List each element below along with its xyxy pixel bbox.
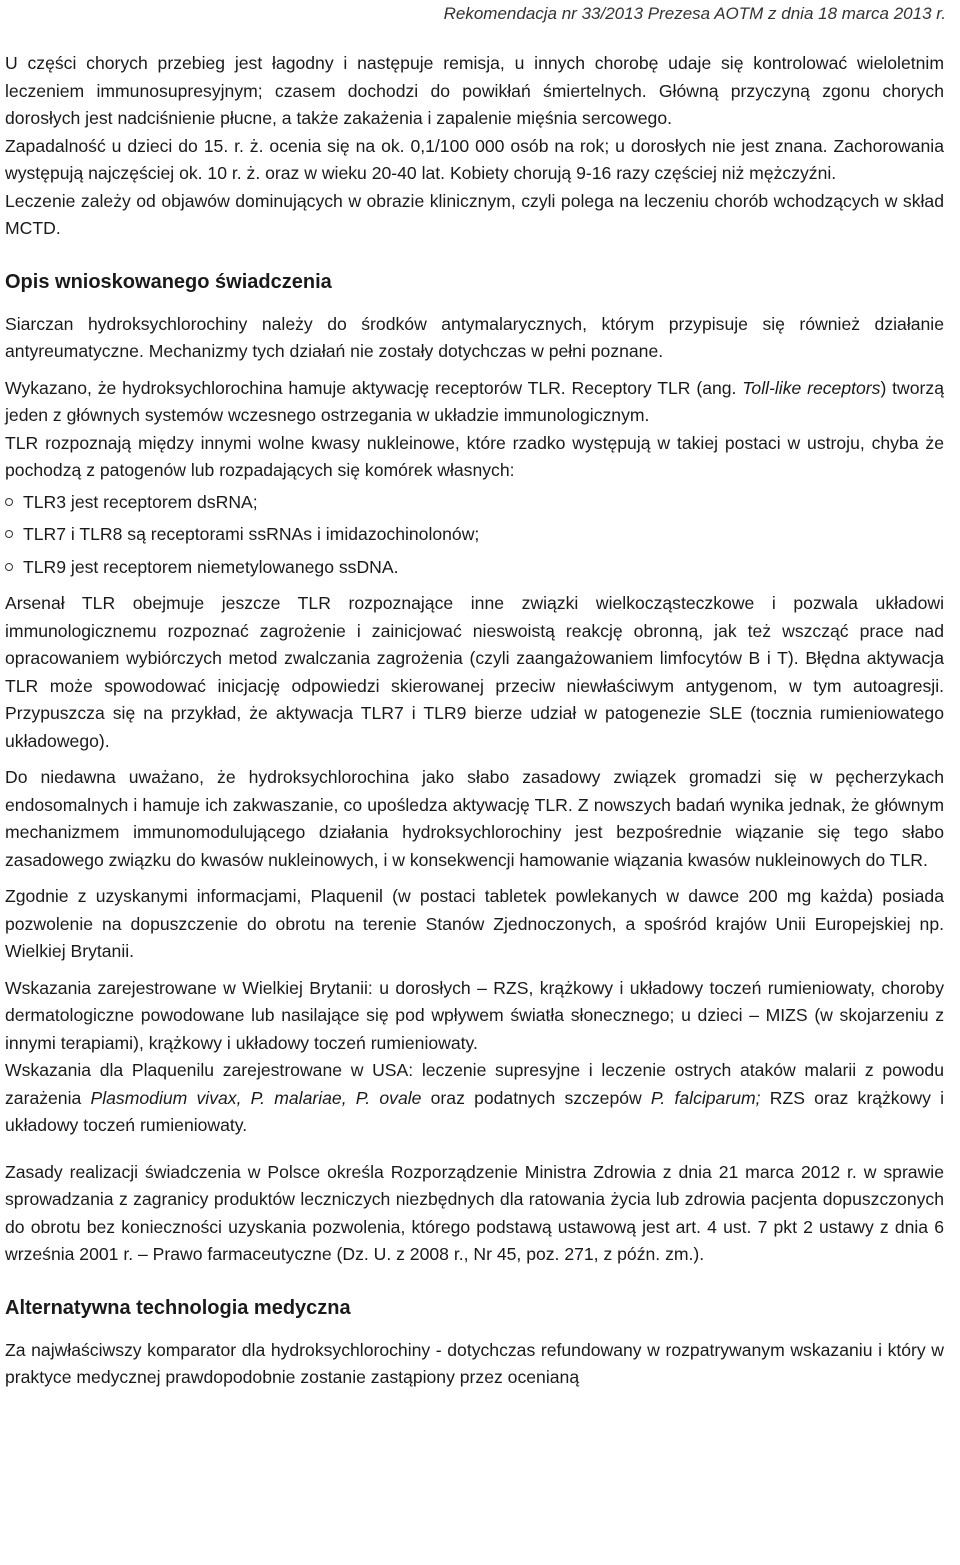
circle-bullet-icon [5, 563, 13, 571]
paragraph-hcq-class: Siarczan hydroksychlorochiny należy do środków antymalarycznych, którym przypisuje się również działanie antyreumatyczne. Mechanizmy tych działań nie zostały dotychczas w pełni poznane. [5, 313, 944, 361]
paragraph-tlr-intro: Wykazano, że hydroksychlorochina hamuje aktywację receptorów TLR. Receptory TLR (ang. Toll-like receptors) tworzą jeden z głównych systemów wczesnego ostrzegania w układzie immunologicznym. [5, 377, 944, 425]
paragraph-legal-basis: Zasady realizacji świadczenia w Polsce określa Rozporządzenie Ministra Zdrowia z dnia 21 marca 2012 r. w sprawie sprowadzania z zagranicy produktów leczniczych niezbędnych dla ratowania życia lub zdrowia pacjenta dopuszczonych do obrotu bez konieczności uzyskania pozwolenia, którego podstawą ustawową jest art. 4 ust. 7 pkt 2 ustawy z dnia 6 września 2001 r. – Prawo farmaceutyczne (Dz. U. z 2008 r., Nr 45, poz. 271, z późn. zm.). [5, 1161, 944, 1264]
list-item: TLR3 jest receptorem dsRNA; [5, 489, 944, 517]
circle-bullet-icon [5, 530, 13, 538]
list-item: TLR9 jest receptorem niemetylowanego ssDNA. [5, 554, 944, 582]
paragraph-tlr-arsenal: Arsenał TLR obejmuje jeszcze TLR rozpoznające inne związki wielkocząsteczkowe i pozwala układowi immunologicznemu rozpoznać zagrożenie i zainicjować nieswoistą reakcję obronną, jak też wszcząć prace nad opracowaniem wybiórczych metod zwalczania zagrożenia (czyli zaangażowaniem limfocytów B i T). Błędna aktywacja TLR może spowodować inicjację odpowiedzi skierowanej przeciw niewłaściwym antygenom, w tym autoagresji. Przypuszcza się na przykład, że aktywacja TLR7 i TLR9 bierze udział w patogenezie SLE (tocznia rumieniowatego układowego). [5, 593, 944, 751]
paragraph-plaquenil-approval: Zgodnie z uzyskanymi informacjami, Plaquenil (w postaci tabletek powlekanych w dawce 200 mg każda) posiada pozwolenie na dopuszczenie do obrotu na terenie Stanów Zjednoczonych, a spośród krajów Unii Europejskiej np. Wielkiej Brytanii. [5, 886, 944, 961]
page-header: Rekomendacja nr 33/2013 Prezesa AOTM z dnia 18 marca 2013 r. [443, 4, 946, 23]
paragraph-uk-indications: Wskazania zarejestrowane w Wielkiej Brytanii: u dorosłych – RZS, krążkowy i układowy toczeń rumieniowaty, choroby dermatologiczne powodowane lub nasilające się pod wpływem światła słonecznego; u dzieci – MIZS (w skojarzeniu z innymi terapiami), krążkowy i układowy toczeń rumieniowaty. [5, 977, 944, 1053]
section-heading-opis: Opis wnioskowanego świadczenia [5, 270, 332, 293]
italic-species: Plasmodium vivax, P. malariae, P. ovale [90, 1087, 422, 1108]
section-heading-alternative: Alternatywna technologia medyczna [5, 1296, 351, 1319]
document-body [5, 50, 944, 1392]
paragraph-tlr-recognition: TLR rozpoznają między innymi wolne kwasy nukleinowe, które rzadko występują w takiej postaci w ustroju, chyba że pochodzą z patogenów lub rozpadających się komórek własnych: [5, 432, 944, 480]
circle-bullet-icon [5, 498, 13, 506]
paragraph-treatment: Leczenie zależy od objawów dominujących w obrazie klinicznym, czyli polega na leczeniu chorób wchodzących w skład MCTD. [5, 190, 944, 238]
list-item: TLR7 i TLR8 są receptorami ssRNAs i imidazochinolonów; [5, 521, 944, 549]
italic-species: P. falciparum; [650, 1087, 761, 1108]
paragraph-mechanism: Do niedawna uważano, że hydroksychlorochina jako słabo zasadowy związek gromadzi się w pęcherzykach endosomalnych i hamuje ich zakwaszanie, co upośledza aktywację TLR. Z nowszych badań wynika jednak, że głównym mechanizmem immunomodulującego działania hydroksychlorochiny jest bezpośrednie wiązanie się tego słabo zasadowego związku do kwasów nukleinowych, i w konsekwencji hamowanie wiązania kwasów nukleinowych do TLR. [5, 767, 944, 870]
paragraph-usa-indications: Wskazania dla Plaquenilu zarejestrowane w USA: leczenie supresyjne i leczenie ostrych ataków malarii z powodu zarażenia Plasmodium vivax, P. malariae, P. ovale oraz podatnych szczepów P. falciparum; RZS oraz krążkowy i układowy toczeń rumieniowaty. [5, 1060, 944, 1135]
paragraph-incidence: Zapadalność u dzieci do 15. r. ż. ocenia się na ok. 0,1/100 000 osób na rok; u dorosłych nie jest znana. Zachorowania występują najczęściej ok. 10 r. ż. oraz w wieku 20-40 lat. Kobiety chorują 9-16 razy częściej niż mężczyźni. [5, 135, 944, 183]
paragraph-comparator: Za najwłaściwszy komparator dla hydroksychlorochiny - dotychczas refundowany w rozpatrywanym wskazaniu i który w praktyce medycznej prawdopodobnie zostanie zastąpiony przez ocenianą [5, 1339, 944, 1387]
italic-term: Toll-like receptors [742, 377, 881, 398]
paragraph-course: U części chorych przebieg jest łagodny i następuje remisja, u innych chorobę udaje się kontrolować wieloletnim leczeniem immunosupresyjnym; czasem dochodzi do powikłań śmiertelnych. Główną przyczyną zgonu chorych dorosłych jest nadciśnienie płucne, a także zakażenia i zapalenie mięśnia sercowego. [5, 53, 944, 128]
tlr-list [5, 489, 944, 582]
